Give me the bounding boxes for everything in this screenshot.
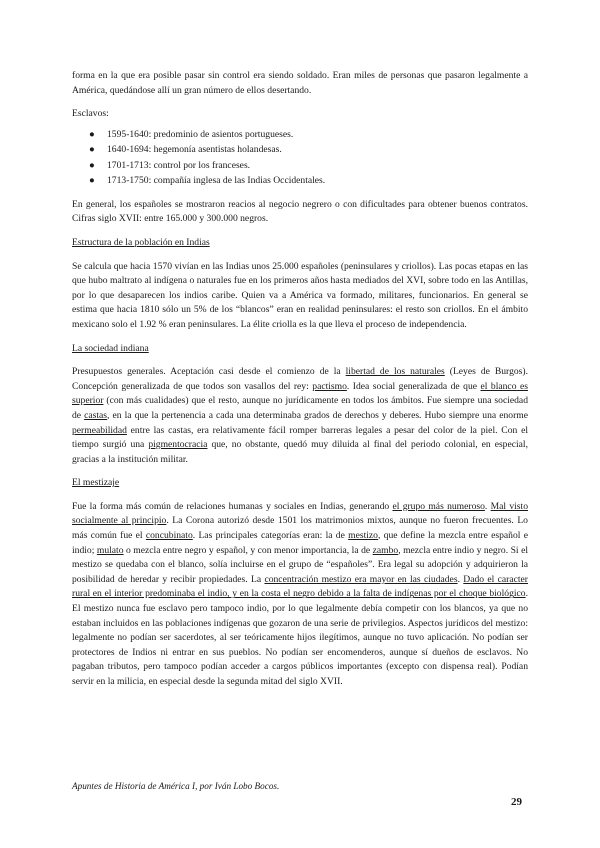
underlined-term: el blanco es superior [72,380,528,407]
page-number: 29 [511,796,522,808]
estructura-paragraph: Se calcula que hacia 1570 vivían en las Indias unos 25.000 españoles (peninsulares y criollos). Las pocas etapas en las que hubo maltrato al indígena o naturales fue en los primeros años hasta mediados del XVI, sobre todo en las Antillas, por lo que desaparecen los indios caribe. Quien va a América va formado, militares, funcionarios. En general se estima que hacia 1810 sólo un 5% de los “blancos” eran en realidad peninsulares: el resto son criollos. En el ámbito mexicano solo el 1.92 % eran peninsulares. La élite criolla es la que lleva el proceso de independencia. [72,260,528,330]
mestizaje-paragraph: Fue la forma más común de relaciones humanas y sociales en Indias, generando el grupo más numeroso. Mal visto socialmente al principio. La Corona autorizó desde 1501 los matrimonios mixtos, aunque no fueron frecuentes. Lo más común fue el concubinato. Las principales categorías eran: la de mestizo, que define la mezcla entre español e indio; mulato o mezcla entre negro y español, y con menor importancia, la de zambo, mezcla entre indio y negro. Si el mestizo se quedaba con el blanco, solía incluirse en el grupo de “españoles”. Era legal su adopción y adquirieron la posibilidad de heredar y recibir propiedades. La concentración mestizo era mayor en las ciudades. Dado el caracter rural en el interior predominaba el indio, y en la costa el negro debido a la falta de indígenas por el choque biológico. El mestizo nunca fue esclavo pero tampoco indio, por lo que legalmente debía competir con los blancos, ya que no estaban incluidos en las poblaciones indígenas que gozaron de una serie de privilegios. Aspectos jurídicos del mestizo: legalmente no podían ser sacerdotes, al ser teóricamente hijos ilegítimos, aunque no tuvo aplicación. No podían ser protectores de Indios ni entrar en sus pueblos. No podían ser encomenderos, aunque sí dueños de esclavos. No pagaban tributos, pero tampoco podían acceder a cargos públicos importantes (excepto con dispensa real). Podían servir en la milicia, en especial desde la segunda mitad del siglo XVII. [72,500,529,687]
underlined-term: Mal visto socialmente al principio [72,500,529,527]
underlined-term: pactismo [312,380,347,392]
document-body [72,69,528,690]
list-item: ● 1595-1640: predominio de asientos portugueses. [72,127,528,143]
list-item: ● 1640-1694: hegemonía asentistas holandesas. [72,142,528,158]
underlined-term: castas [84,409,108,421]
bullet-icon: ● [89,144,95,156]
underlined-term: el grupo más numeroso [392,500,485,512]
underlined-term: zambo [372,544,399,556]
underlined-term: permeabilidad [72,424,127,436]
slaves-summary: En general, los españoles se mostraron reacios al negocio negrero o con dificultades para obtener buenos contratos. Cifras siglo XVII: entre 165.000 y 300.000 negros. [72,198,528,225]
underlined-term: mulato [96,544,124,556]
slaves-label: Esclavos: [72,108,109,120]
bullet-icon: ● [89,128,95,140]
footer-note: Apuntes de Historia de América I, por Iván Lobo Bocos. [72,781,280,791]
section-heading-mestizaje: El mestizaje [72,477,120,489]
bullet-icon: ● [89,159,95,171]
underlined-term: pigmentocracia [148,439,208,451]
underlined-term: Dado el caracter rural en el interior predominaba el indio, y en la costa el negro debido a la falta de indígenas por el choque biológico [72,573,529,600]
list-item: ● 1713-1750: compañía inglesa de las Indias Occidentales. [72,173,528,189]
underlined-term: concentración mestizo era mayor en las ciudades [264,573,458,585]
list-item: ● 1701-1713: control por los franceses. [72,158,528,174]
section-heading-estructura: Estructura de la población en Indias [72,236,210,248]
underlined-term: libertad de los naturales [345,366,445,378]
bullet-icon: ● [89,175,95,187]
underlined-term: mestizo [348,530,378,542]
sociedad-paragraph: Presupuestos generales. Aceptación casi desde el comienzo de la libertad de los naturales (Leyes de Burgos). Concepción generalizada de que todos son vasallos del rey: pactismo. Idea social generalizada de que el blanco es superior (con más cualidades) que el resto, aunque no jurídicamente en todos los ámbitos. Fue siempre una sociedad de castas, en la que la pertenencia a cada una determinaba grados de derechos y deberes. Hubo siempre una enorme permeabilidad entre las castas, era relativamente fácil romper barreras legales a pesar del color de la piel. Con el tiempo surgió una pigmentocracia que, no obstante, quedó muy diluida al final del periodo colonial, en especial, gracias a la institución militar. [72,366,528,465]
underlined-term: concubinato [145,530,193,542]
slaves-list [72,127,528,189]
section-heading-sociedad: La sociedad indiana [72,342,149,354]
intro-paragraph: forma en la que era posible pasar sin control era siendo soldado. Eran miles de personas que pasaron legalmente a América, quedándose allí un gran número de ellos desertando. [72,70,528,96]
